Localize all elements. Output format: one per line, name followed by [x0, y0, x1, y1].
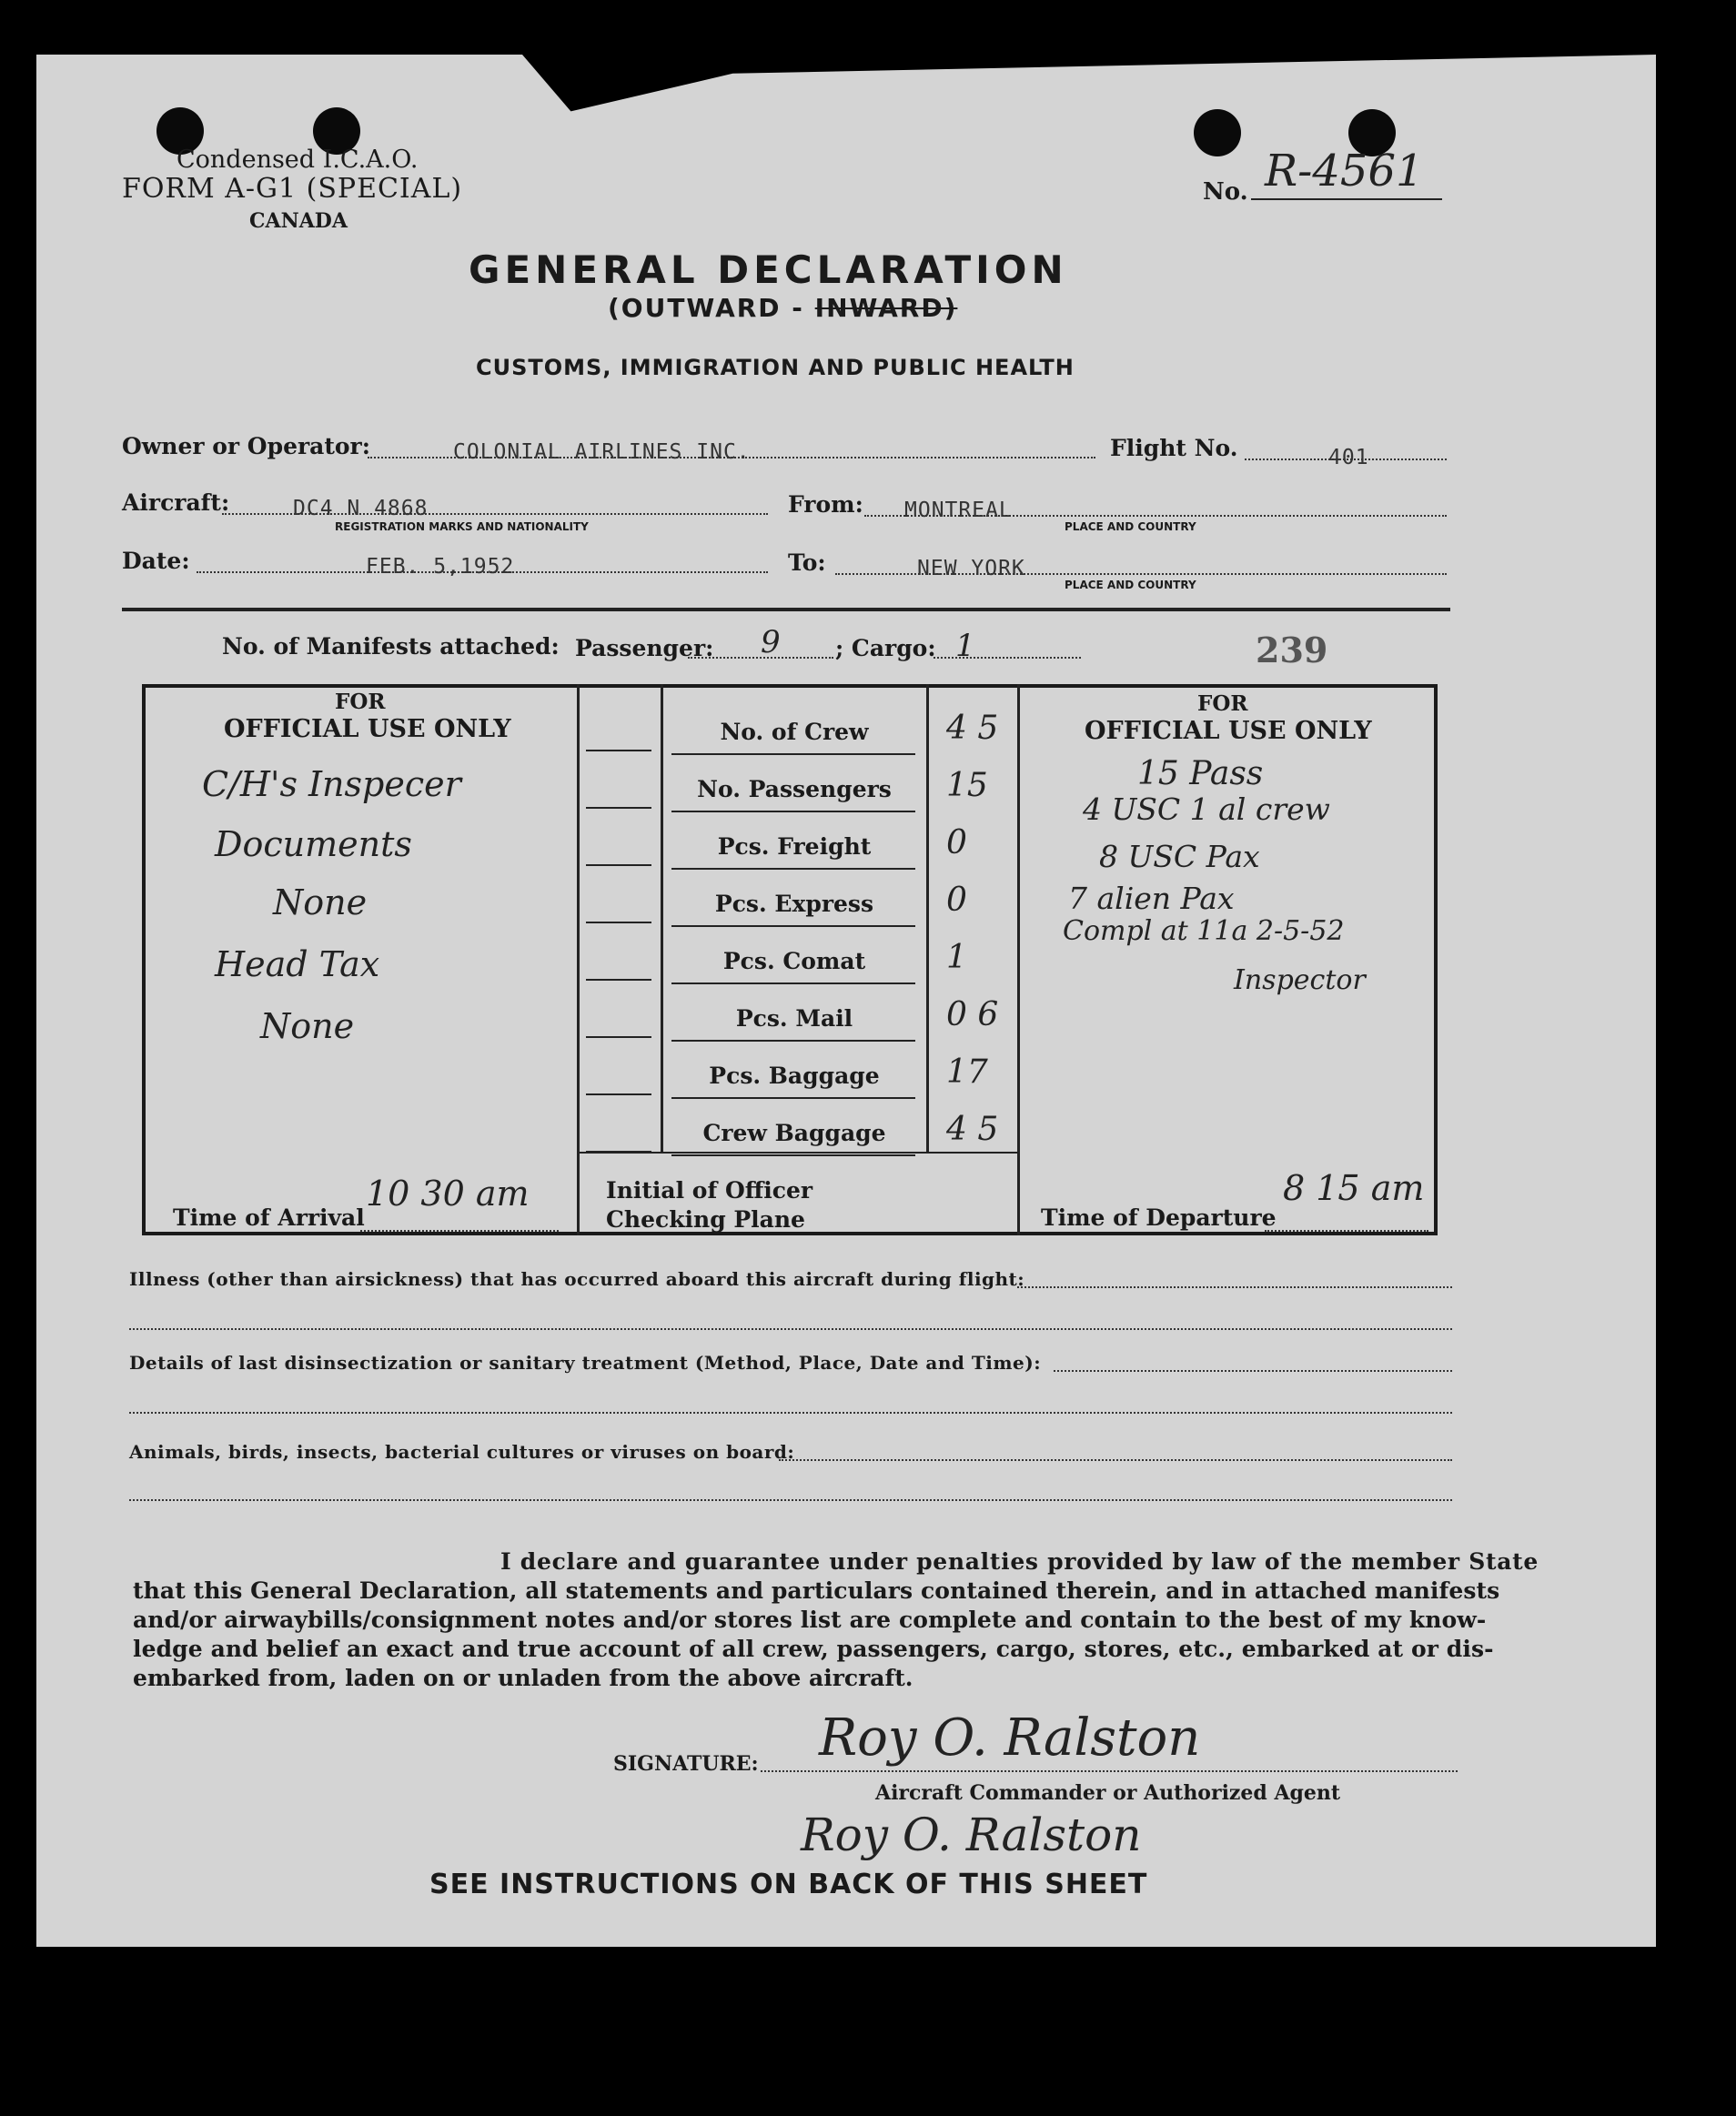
- declaration-line: that this General Declaration, all statements and particulars contained therein, and in attached manifests: [133, 1577, 1500, 1604]
- signature-handwritten-2: Roy O. Ralston: [801, 1809, 1142, 1861]
- right-note: 7 alien Pax: [1068, 881, 1235, 916]
- from-label: From:: [788, 491, 863, 518]
- cargo-value: 1: [955, 628, 975, 664]
- to-value: NEW YORK: [917, 557, 1025, 580]
- illness-dotline-2: [129, 1328, 1452, 1330]
- right-note: 15 Pass: [1137, 755, 1264, 792]
- table-row-rule: [671, 1097, 915, 1099]
- table-row-label: Pcs. Mail: [735, 1005, 853, 1032]
- right-note: 8 USC Pax: [1099, 839, 1260, 874]
- table-row-label: No. Passengers: [697, 776, 892, 802]
- table-row-dash: [586, 1151, 651, 1153]
- table-row-rule: [671, 925, 915, 927]
- table-row-label: Pcs. Comat: [722, 948, 866, 974]
- form-condensed: Condensed I.C.A.O.: [177, 146, 419, 174]
- form-no-underline: [1251, 198, 1442, 200]
- signature-line: [761, 1770, 1458, 1772]
- left-header-for: FOR: [335, 690, 386, 714]
- disinsect-question: Details of last disinsectization or sanitary treatment (Method, Place, Date and Time):: [129, 1352, 1042, 1374]
- table-row-value: 0 6: [946, 996, 999, 1033]
- passenger-label: Passenger:: [575, 635, 714, 661]
- table-divider-inner-left: [661, 684, 663, 1154]
- table-row-label: No. of Crew: [720, 719, 869, 745]
- declaration-line: ledge and belief an exact and true account of all crew, passengers, cargo, stores, etc., embarked at or dis-: [133, 1636, 1494, 1662]
- table-row-dash: [586, 1036, 651, 1038]
- signature-caption: Aircraft Commander or Authorized Agent: [875, 1781, 1341, 1805]
- right-header: OFFICIAL USE ONLY: [1085, 717, 1372, 745]
- animals-dotline-2: [129, 1499, 1452, 1501]
- left-header: OFFICIAL USE ONLY: [224, 715, 511, 743]
- table-row-value: 0: [946, 882, 967, 919]
- declaration-line: I declare and guarantee under penalties provided by law of the member State: [500, 1548, 1539, 1575]
- punch-hole: [1194, 109, 1241, 156]
- left-note: Documents: [215, 824, 412, 864]
- declaration-line: and/or airwaybills/consignment notes and/or stores list are complete and contain to the best of my know-: [133, 1607, 1487, 1633]
- left-note: None: [260, 1006, 355, 1046]
- flight-value: 401: [1328, 446, 1369, 469]
- form-no-value: R-4561: [1265, 146, 1424, 196]
- table-row-label: Pcs. Freight: [717, 833, 872, 860]
- date-label: Date:: [122, 548, 190, 574]
- time-departure-value: 8 15 am: [1283, 1168, 1425, 1208]
- table-divider-inner-right: [926, 684, 929, 1154]
- header-rule: [122, 608, 1450, 611]
- table-row-dash: [586, 1093, 651, 1095]
- table-row-rule: [671, 811, 915, 812]
- time-arrival-dotline: [360, 1230, 559, 1232]
- manifests-label: No. of Manifests attached:: [222, 633, 560, 660]
- to-caption: PLACE AND COUNTRY: [1065, 579, 1196, 591]
- time-arrival-label: Time of Arrival: [173, 1204, 365, 1231]
- direction-outward: (OUTWARD -: [608, 293, 815, 323]
- form-id: FORM A-G1 (SPECIAL): [122, 173, 463, 205]
- stamp-number: 239: [1256, 630, 1328, 670]
- owner-label: Owner or Operator:: [122, 433, 370, 459]
- passenger-value: 9: [761, 624, 781, 660]
- from-caption: PLACE AND COUNTRY: [1065, 520, 1196, 533]
- initial-plane-label: Checking Plane: [606, 1206, 805, 1233]
- left-note: C/H's Inspecer: [202, 764, 461, 804]
- declaration-line: embarked from, laden on or unladen from the above aircraft.: [133, 1665, 913, 1691]
- animals-question: Animals, birds, insects, bacterial cultures or viruses on board:: [129, 1441, 795, 1463]
- illness-dotline: [1017, 1286, 1452, 1288]
- table-row-rule: [671, 1040, 915, 1042]
- table-row-label: Pcs. Baggage: [709, 1063, 880, 1089]
- table-row-rule: [671, 982, 915, 984]
- table-row-label: Pcs. Express: [714, 891, 874, 917]
- disinsect-dotline-2: [129, 1412, 1452, 1414]
- from-value: MONTREAL: [904, 499, 1013, 522]
- direction-inward: INWARD): [814, 293, 958, 323]
- table-row-rule: [671, 1154, 915, 1156]
- table-row-rule: [671, 868, 915, 870]
- right-note: Inspector: [1234, 964, 1366, 996]
- footer-instructions: SEE INSTRUCTIONS ON BACK OF THIS SHEET: [429, 1869, 1148, 1900]
- time-arrival-value: 10 30 am: [366, 1174, 530, 1214]
- initial-officer-label: Initial of Officer: [606, 1177, 813, 1204]
- time-departure-label: Time of Departure: [1041, 1204, 1277, 1231]
- time-departure-dotline: [1265, 1230, 1428, 1232]
- cargo-label: ; Cargo:: [835, 635, 936, 661]
- form-country: CANADA: [249, 209, 348, 233]
- table-row-value: 4 5: [946, 710, 999, 747]
- table-row-value: 4 5: [946, 1111, 999, 1148]
- signature-handwritten: Roy O. Ralston: [819, 1708, 1201, 1768]
- left-note: Head Tax: [215, 944, 380, 984]
- right-note: Compl at 11a 2-5-52: [1063, 915, 1345, 947]
- table-row-value: 1: [946, 939, 967, 976]
- right-header-for: FOR: [1197, 691, 1248, 716]
- table-row-label: Crew Baggage: [702, 1120, 886, 1146]
- page-title: GENERAL DECLARATION: [469, 247, 1068, 292]
- form-no-label: No.: [1203, 178, 1248, 206]
- table-row-dash: [586, 807, 651, 809]
- registration-caption: REGISTRATION MARKS AND NATIONALITY: [335, 520, 589, 533]
- left-note: None: [273, 882, 368, 922]
- table-row-value: 0: [946, 824, 967, 862]
- date-value: FEB. 5,1952: [366, 555, 515, 579]
- aircraft-value: DC4 N 4868: [293, 497, 429, 520]
- disinsect-dotline: [1054, 1370, 1452, 1372]
- table-row-dash: [586, 979, 651, 981]
- page-subtitle: CUSTOMS, IMMIGRATION AND PUBLIC HEALTH: [476, 355, 1075, 380]
- flight-label: Flight No.: [1110, 435, 1238, 461]
- illness-question: Illness (other than airsickness) that has occurred aboard this aircraft during flight:: [129, 1268, 1025, 1290]
- table-row-value: 15: [946, 767, 988, 804]
- table-row-value: 17: [946, 1053, 988, 1091]
- animals-dotline: [779, 1459, 1452, 1461]
- owner-value: COLONIAL AIRLINES INC.: [453, 440, 751, 464]
- direction-line: [608, 293, 957, 323]
- table-row-dash: [586, 922, 651, 923]
- right-note: 4 USC 1 al crew: [1083, 791, 1330, 827]
- table-row-dash: [586, 750, 651, 751]
- table-row-dash: [586, 864, 651, 866]
- signature-label: SIGNATURE:: [613, 1752, 759, 1776]
- to-label: To:: [788, 549, 826, 576]
- aircraft-label: Aircraft:: [122, 489, 230, 516]
- table-row-rule: [671, 753, 915, 755]
